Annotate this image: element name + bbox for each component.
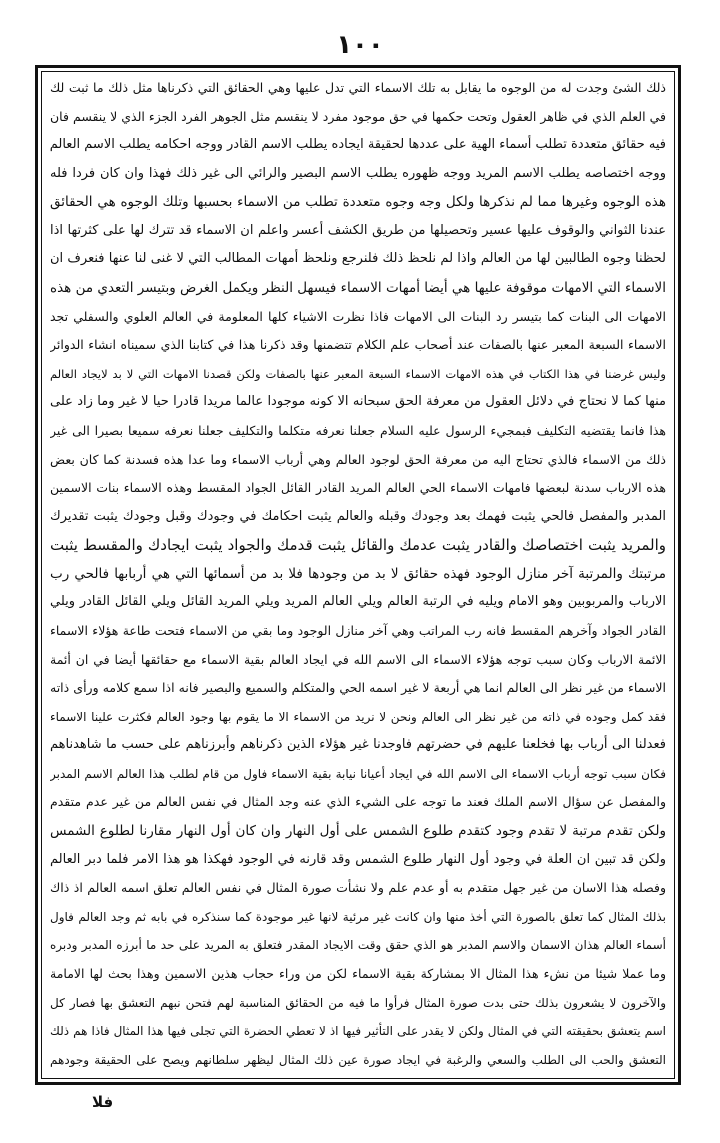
text-line: الاسماء من غير نظر الى العالم انما هي أربعة لا غير اسمه الحي والمتكلم والسميع والبصير فانه اذا سمع كلامه ورأى ذاته (50, 680, 666, 696)
text-line: بذلك المثال كما تعلق بالصورة التي أخذ منها وان كانت غير مرئية لانها غير موجودة كما سنذكره في بابه ثم وجد العالم فاول (50, 909, 666, 924)
text-line: هذا فانما يقتضيه التكليف فبمجيء الرسول عليه السلام جعلنا نعرفه متكلما والتكليف جعلنا نعرفه سميعا بصيرا الى غير (50, 422, 666, 438)
text-line: ولكن قد تبين ان العلة في وجود أول النهار طلوع الشمس وقد قارنه في الوجود فهكذا هو هذا الامر فلما دبر العالم (50, 851, 666, 867)
text-line: ذلك من الاسماء فالذي تحتاج اليه من معرفة الحق لوجود العالم وهي أرباب الاسماء وما عدا هذه فسدنة كما كان بعض (50, 451, 666, 467)
text-line: فقد كمل وجوده في ذاته من غير نظر الى العالم ونحن لا نريد من الاسماء الا ما يقوم بها وجود العالم فكثرت علينا الاسماء (50, 709, 666, 724)
text-line: هذه الارباب سدنة لبعضها فامهات الاسماء الحي العالم المريد القادر القائل الجواد المقسط وهذه الاسماء بنات الاسمين (50, 480, 666, 496)
text-line: وما عملا شيئا من نشء هذا المثال الا بمشاركة بقية الاسماء لكن من وراء حجاب هذين الاسمين وهذا بحث لها الامامة (50, 965, 666, 981)
text-line: التعشق والحب الى الطلب والسعي والرغبة في ايجاد صورة عين ذلك المثال ليظهر سلطانهم ويصح على الحقيقة وجودهم (50, 1052, 666, 1067)
text-line: والمريد يثبت اختصاصك والقادر يثبت عدمك والقائل يثبت قدمك والجواد يثبت ايجادك والمقسط يثبت (50, 536, 666, 555)
text-line: أسماء العالم هذان الاسمان والاسم المدبر هو الذي حقق وقت الايجاد المقدر فتعلق به المريد على حد ما أبرزه المدبر ودبره (50, 938, 666, 953)
text-line: منها كما لا نحتاج في دلائل العقول من معرفة الحق سبحانه الا كونه موجودا عالما مريدا قادرا حيا لا غير وما زاد على (50, 394, 666, 410)
text-line: فيه حقائق متعددة تطلب أسماء الهية على عددها لحقيقة ايجاده يطلب الاسم القادر ووجه احكامه يطلب الاسم العالم (50, 137, 666, 153)
text-line: وليس غرضنا في هذا الكتاب في هذه الامهات الاسماء السبعة المعبر عنها بالصفات ولكن قصدنا الامهات التي لا بد لايجاد العالم (50, 366, 666, 381)
text-line: القادر الجواد وآخرهم المقسط فانه رب المراتب وهي آخر منازل الوجود وما بقي من الاسماء فتحت طاعة هؤلاء الاسماء (50, 622, 666, 638)
main-text-block (50, 74, 666, 1074)
text-line: لحظنا وجوه الطالبين لها من العالم واذا لم نلحظ ذلك فلنرجع ونلحظ أمهات المطالب التي لا غنى لنا عنها فنعرف ان (50, 251, 666, 267)
text-line: الارباب والمربوبين وهو الامام ويليه في الرتبة العالم ويلي العالم المريد ويلي المريد القائل ويلي القائل القادر ويلي (50, 594, 666, 610)
text-line: الاسماء السبعة المعبر عنها بالصفات عند أصحاب علم الكلام تتضمنها وقد ذكرنا هذا في كتابنا الذي سميناه انشاء الدوائر (50, 337, 666, 353)
text-line: ذلك الشئ وجدت له من الوجوه ما يقابل به تلك الاسماء التي تدل عليها وهي الحقائق التي ذكرناها مثل ذلك ما ثبت لك (50, 80, 666, 95)
text-line: في العلم الذي في ظاهر العقول وتحت حكمها في حق موجود مفرد لا ينقسم مثل الجوهر الفرد الجزء الذي لا ينقسم فان (50, 108, 666, 124)
text-line: والمفصل عن سؤال الاسم الملك فعند ما توجه على الشيء الذي عنه وجد المثال في نفس العالم من غير عدم متقدم (50, 794, 666, 810)
text-line: فعدلنا الى أرباب بها فخلعنا عليهم في حضرتهم فاوجدنا غير هؤلاء الذين ذكرناهم وأبرزناهم على حسب ما شاهدناهم (50, 737, 666, 753)
page-number: ١٠٠ (336, 30, 384, 60)
text-line: هذه الوجوه وغيرها مما لم نذكرها ولكل وجه وجوه متعددة تطلب من الاسماء بحسبها وتلك الوجوه هي الحقائق (50, 194, 666, 211)
text-line: اسم يتعشق بحقيقته التي في المثال ولكن لا يقدر على التأثير فيها اذ لا تعطي الحضرة التي تجلى فيها هذا المثال فاذا هم ذلك (50, 1024, 666, 1039)
text-line: والآخرون لا يشعرون بذلك حتى بدت صورة المثال فرأوا ما فيه من الحقائق المناسبة لهم فتحن نبهم التعشق بها فصار كل (50, 995, 666, 1010)
text-line: الاسماء التي الامهات موقوفة عليها هي أيضا أمهات الاسماء فيسهل النظر ويكمل الغرض وبتيسر التعدي من هذه (50, 280, 666, 297)
text-line: المدبر والمفصل فالحي يثبت فهمك بعد وجودك وقبله والعالم يثبت احكامك في وجودك وقبل وجودك يثبت تقديرك (50, 508, 666, 524)
text-line: الائمة الارباب وكان سبب توجه هؤلاء الاسماء الى الاسم الله في ايجاد العالم بقية الاسماء مع حقائقها أيضا في ان أئمة (50, 651, 666, 667)
text-line: مرتبتك والمرتبة آخر منازل الوجود فهذه حقائق لا بد من وجودها فلا بد من أسمائها التي هي أربابها فالحي رب (50, 565, 666, 582)
text-line: وفصله هذا الاسان من غير جهل متقدم به أو عدم علم ولا نشأت صورة المثال في نفس العالم تعلق اسمه العالم اذ ذاك (50, 880, 666, 896)
text-line: ولكن تقدم مرتبة لا تقدم وجود كتقدم طلوع الشمس على أول النهار وان كان أول النهار مقارنا لطلوع الشمس (50, 823, 666, 840)
text-line: الامهات الى البنات كما بتيسر رد البنات الى الامهات فاذا نظرت الاشياء كلها المعلومة في العالم العلوي والسفلي تجد (50, 308, 666, 324)
catchword: فلا (92, 1093, 114, 1111)
text-line: عندنا الثواني والوقوف عليها عسير وتحصيلها من طريق الكشف أعسر واعلم ان الاسماء قد تترك لها على كثرتها اذا (50, 222, 666, 238)
text-line: ووجه اختصاصه يطلب الاسم المريد ووجه ظهوره يطلب الاسم البصير والرائي الى غير ذلك فهذا وان كان فردا فله (50, 165, 666, 181)
text-line: فكان سبب توجه أرباب الاسماء الى الاسم الله في ايجاد أعيانا نيابة بقية الاسماء فاول من قام لطلب هذا العالم الاسم المدبر (50, 766, 666, 781)
